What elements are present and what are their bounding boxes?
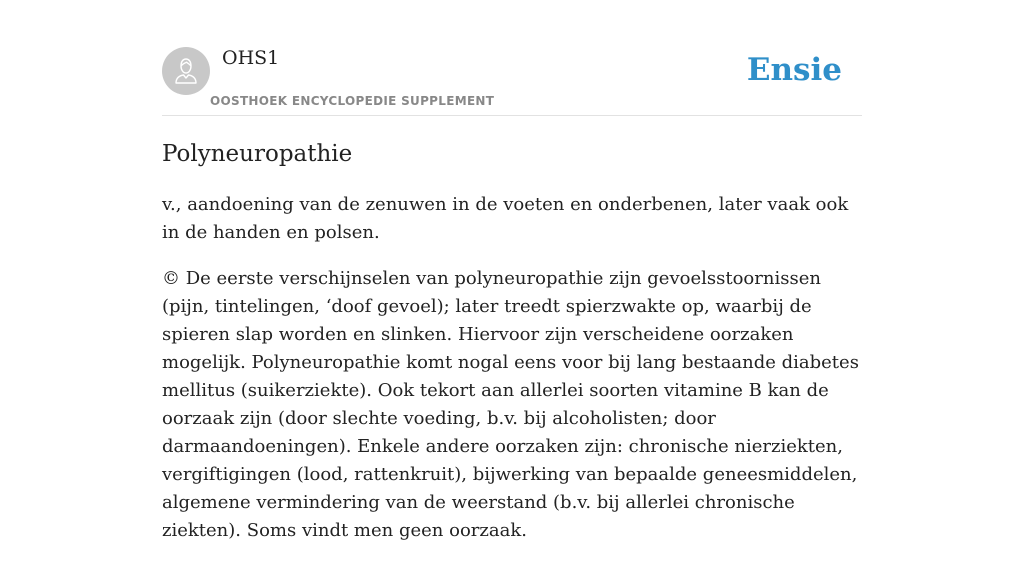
source-label[interactable]: OOSTHOEK ENCYCLOPEDIE SUPPLEMENT xyxy=(210,94,495,108)
header-divider xyxy=(162,115,862,116)
username[interactable]: OHS1 xyxy=(222,47,280,69)
article-definition: v., aandoening van de zenuwen in de voeten en onderbenen, later vaak ook in de handen en polsen. xyxy=(162,194,849,243)
article-title: Polyneuropathie xyxy=(162,141,353,167)
avatar[interactable] xyxy=(162,47,210,95)
header xyxy=(162,46,862,116)
user-placeholder-icon xyxy=(162,47,210,95)
article xyxy=(162,137,862,563)
ensie-logo[interactable]: Ensie xyxy=(746,52,842,88)
article-body: © De eerste verschijnselen van polyneuropathie zijn gevoelsstoornissen (pijn, tintelingen, ‘doof gevoel); later treedt spierzwakte op, waarbij de spieren slap worden en slinken. Hiervoor zijn verscheidene oorzaken mogelijk. Polyneuropathie komt nogal eens voor bij lang bestaande diabetes mellitus (suikerziekte). Ook tekort aan allerlei soorten vitamine B kan de oorzaak zijn (door slechte voeding, b.v. bij alcoholisten; door darmaandoeningen). Enkele andere oorzaken zijn: chronische nierziekten, vergiftigingen (lood, rattenkruit), bijwerking van bepaalde geneesmiddelen, algemene vermindering van de weerstand (b.v. bij allerlei chronische ziekten). Soms vindt men geen oorzaak. xyxy=(162,268,859,541)
